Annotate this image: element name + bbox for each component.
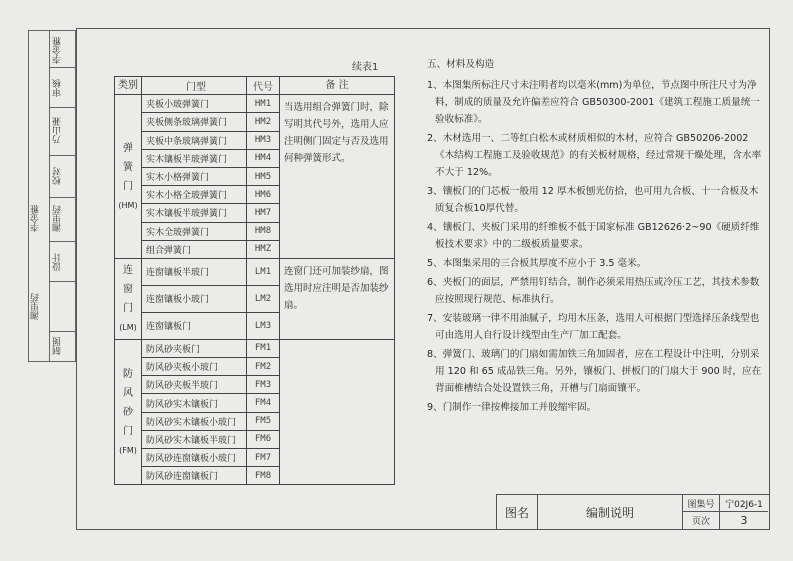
door-type-cell: 防风砂夹板小玻门 bbox=[142, 358, 247, 376]
category-char: 连 bbox=[123, 264, 133, 276]
door-type-cell: 防风砂连窗镶板小玻门 bbox=[142, 449, 247, 467]
side-label: 设计 bbox=[53, 253, 63, 271]
category-char: (HM) bbox=[118, 200, 138, 210]
table-row bbox=[115, 95, 395, 113]
door-type-cell: 防风砂夹板门 bbox=[142, 339, 247, 357]
category-char: 窗 bbox=[123, 283, 133, 295]
category-char: 门 bbox=[123, 425, 133, 437]
side-label: 乃山兼 bbox=[53, 117, 63, 145]
category-char: 防 bbox=[123, 368, 133, 380]
door-code-cell: HM2 bbox=[247, 113, 280, 131]
door-code-cell: HM6 bbox=[247, 186, 280, 204]
door-type-table bbox=[114, 76, 395, 485]
door-type-cell: 防风砂实木镶板门 bbox=[142, 394, 247, 412]
category-cell bbox=[115, 95, 142, 259]
side-label: 李金雅 bbox=[31, 205, 41, 233]
door-type-cell: 连窗镶板半玻门 bbox=[142, 258, 247, 285]
door-code-cell: FM5 bbox=[247, 412, 280, 430]
door-code-cell: HM4 bbox=[247, 149, 280, 167]
atlas-number-label: 图集号 bbox=[683, 495, 720, 512]
door-code-cell: FM4 bbox=[247, 394, 280, 412]
category-char: 门 bbox=[123, 302, 133, 314]
door-type-cell: 连窗镶板小玻门 bbox=[142, 285, 247, 312]
door-code-cell: HM8 bbox=[247, 222, 280, 240]
door-type-cell: 实木镶板半玻弹簧门 bbox=[142, 149, 247, 167]
note-item: 4、镶板门、夹板门采用的纤维板不低于国家标准 GB12626·2~90《硬质纤维板技术要求》中的二级板质量要求。 bbox=[427, 222, 760, 250]
door-type-cell: 防风砂实木镶板小玻门 bbox=[142, 412, 247, 430]
note-item: 9、门制作一律按榫接加工并胶缩牢固。 bbox=[427, 402, 597, 413]
door-code-cell: HMZ bbox=[247, 240, 280, 258]
notes-section bbox=[427, 56, 767, 418]
category-char: (LM) bbox=[119, 322, 137, 332]
table-row bbox=[115, 258, 395, 285]
notes-heading: 五、材料及构造 bbox=[427, 59, 495, 70]
door-type-cell: 实木小格弹簧门 bbox=[142, 167, 247, 185]
door-code-cell: HM7 bbox=[247, 204, 280, 222]
page-label: 页次 bbox=[683, 512, 720, 529]
table-header-row bbox=[115, 77, 395, 95]
door-code-cell: FM2 bbox=[247, 358, 280, 376]
door-type-cell: 组合弹簧门 bbox=[142, 240, 247, 258]
door-type-cell: 夹板侧条玻璃弹簧门 bbox=[142, 113, 247, 131]
door-code-cell: LM3 bbox=[247, 312, 280, 339]
note-item: 5、本图集采用的三合板其厚度不应小于 3.5 毫米。 bbox=[427, 258, 647, 269]
door-code-cell: FM1 bbox=[247, 339, 280, 357]
category-char: 砂 bbox=[123, 406, 133, 418]
remarks-cell: 当选用组合弹簧门时，除写明其代号外，选用人应注明侧门固定与否及选用何种弹簧形式。 bbox=[280, 95, 395, 259]
table-row bbox=[115, 339, 395, 357]
table-caption: 续表1 bbox=[352, 62, 379, 73]
door-type-cell: 夹板中条玻璃弹簧门 bbox=[142, 131, 247, 149]
door-code-cell: LM1 bbox=[247, 258, 280, 285]
door-code-cell: HM1 bbox=[247, 95, 280, 113]
category-char: 风 bbox=[123, 387, 133, 399]
note-item: 2、木材选用一、二等红白松木或材质相似的木材，应符合 GB50206-2002《木结构工程施工及验收规范》的有关板材规格，经过常规干燥处理，含水率不大于 12%。 bbox=[427, 133, 762, 178]
category-char: (FM) bbox=[119, 445, 137, 455]
page-value: 3 bbox=[740, 514, 748, 527]
header-door-type: 门型 bbox=[142, 77, 247, 95]
remarks-cell bbox=[280, 339, 395, 485]
atlas-number-value: 宁02J6-1 bbox=[720, 495, 768, 512]
category-char: 弹 bbox=[123, 142, 133, 154]
side-label: 制图 bbox=[53, 337, 63, 355]
note-item: 8、弹簧门、玻璃门的门扇如需加铁三角加固者，应在工程设计中注明，分别采用 120 和 65 成品铁三角。另外，镶板门、拼板门的门扇大于 900 时，应在背面椎槽结合处设置铁三角，开槽与门扇面镶平。 bbox=[427, 349, 762, 394]
side-label: 湘里药 bbox=[53, 205, 63, 233]
door-type-cell: 实木小格全玻弹簧门 bbox=[142, 186, 247, 204]
remarks-cell: 连窗门还可加装纱扇，图选用时应注明是否加装纱扇。 bbox=[280, 258, 395, 339]
category-cell bbox=[115, 339, 142, 485]
door-type-cell: 防风砂连窗镶板门 bbox=[142, 467, 247, 485]
title-name-value: 编制说明 bbox=[538, 495, 683, 529]
door-code-cell: HM3 bbox=[247, 131, 280, 149]
category-char: 簧 bbox=[123, 161, 133, 173]
side-label: 湘里药 bbox=[31, 293, 41, 321]
header-category: 类别 bbox=[115, 77, 142, 95]
note-item: 1、本图集所标注尺寸未注明者均以毫米(mm)为单位，节点图中所注尺寸为净料，制成的质量及允许偏差应符合 GB50300-2001《建筑工程施工质量统一验收标准》。 bbox=[427, 80, 760, 125]
door-code-cell: FM3 bbox=[247, 376, 280, 394]
signature-strip bbox=[28, 30, 76, 362]
note-item: 6、夹板门的面层，严禁用钉结合，制作必须采用热压或冷压工艺，其技术参数应按照现行规范、标准执行。 bbox=[427, 277, 760, 305]
door-type-cell: 连窗镶板门 bbox=[142, 312, 247, 339]
title-name-label: 图名 bbox=[497, 495, 538, 529]
door-code-cell: FM7 bbox=[247, 449, 280, 467]
side-label: 审核 bbox=[53, 79, 63, 97]
door-type-cell: 防风砂实木镶板半玻门 bbox=[142, 430, 247, 448]
header-code: 代号 bbox=[247, 77, 280, 95]
door-type-cell: 实木全玻弹簧门 bbox=[142, 222, 247, 240]
door-code-cell: HM5 bbox=[247, 167, 280, 185]
title-block bbox=[496, 494, 769, 529]
door-code-cell: LM2 bbox=[247, 285, 280, 312]
category-char: 门 bbox=[123, 180, 133, 192]
side-label: 校对 bbox=[53, 167, 63, 185]
door-type-cell: 防风砂夹板半玻门 bbox=[142, 376, 247, 394]
category-cell bbox=[115, 258, 142, 339]
door-code-cell: FM6 bbox=[247, 430, 280, 448]
note-item: 3、镶板门的门芯板一般用 12 厚木板刨光仿拾，也可用九合板、十一合板及木质复合板10厚代替。 bbox=[427, 186, 759, 214]
door-code-cell: FM8 bbox=[247, 467, 280, 485]
side-label: 李金雅 bbox=[53, 37, 63, 65]
door-type-cell: 实木镶板半玻弹簧门 bbox=[142, 204, 247, 222]
door-type-cell: 夹板小玻弹簧门 bbox=[142, 95, 247, 113]
header-remarks: 备 注 bbox=[280, 77, 395, 95]
note-item: 7、安装玻璃一律不用油腻子，均用木压条，选用人可根据门型选择压条线型也可由选用人自行设计线型由生产厂加工配套。 bbox=[427, 313, 760, 341]
